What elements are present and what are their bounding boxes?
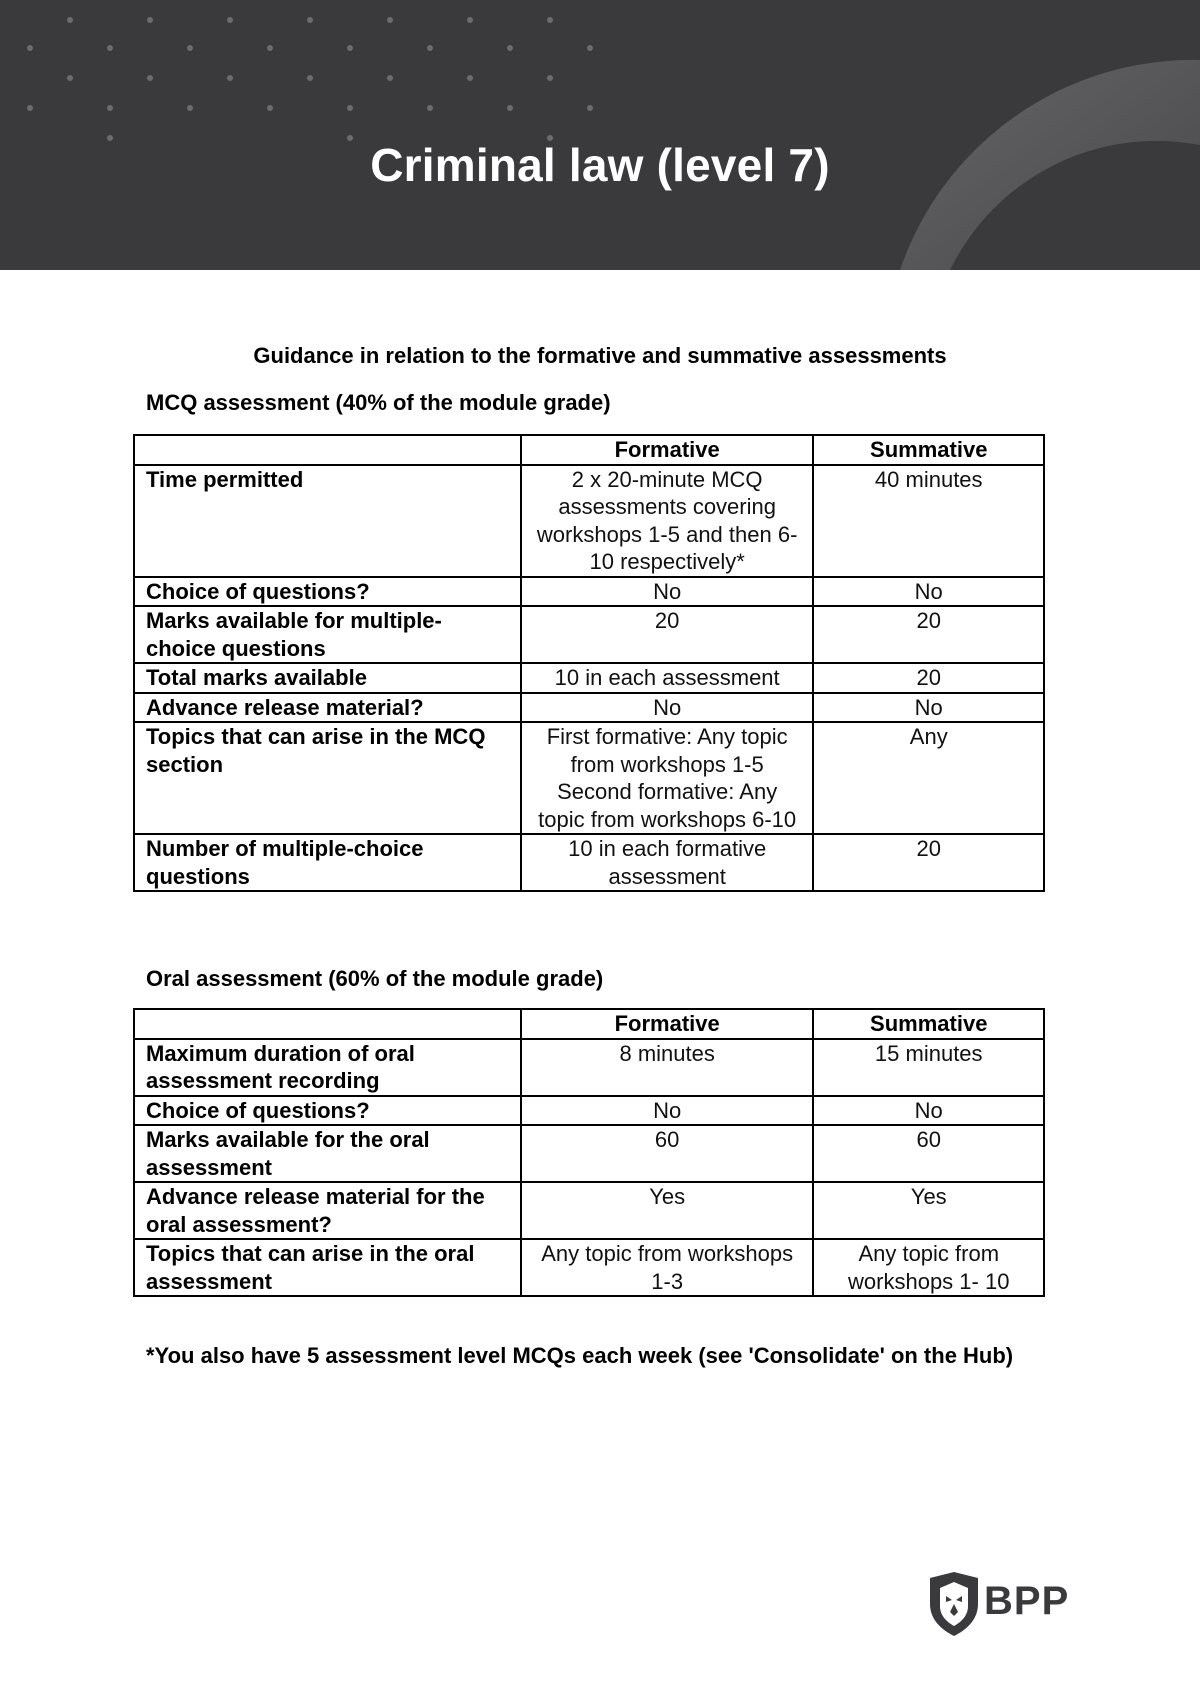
summative-cell: 40 minutes <box>813 465 1044 577</box>
header-dot <box>347 105 353 111</box>
table-row <box>134 606 1044 663</box>
header-dot <box>67 75 73 81</box>
header-dot <box>67 17 73 23</box>
table-header-row <box>134 435 1044 465</box>
summative-cell: 20 <box>813 606 1044 663</box>
header-dot <box>507 45 513 51</box>
formative-cell <box>521 465 814 577</box>
row-label: Marks available for the oral assessment <box>134 1125 521 1182</box>
mcq-assessment-table <box>133 434 1045 892</box>
row-label: Choice of questions? <box>134 577 521 607</box>
oral-section-heading: Oral assessment (60% of the module grade) <box>146 966 604 991</box>
header-dot <box>587 45 593 51</box>
table-row <box>134 1125 1044 1182</box>
row-label: Time permitted <box>134 465 521 577</box>
row-label: Advance release material for the oral assessment? <box>134 1182 521 1239</box>
header-dot <box>187 105 193 111</box>
header-dot <box>427 45 433 51</box>
summative-cell: 60 <box>813 1125 1044 1182</box>
header-dot <box>467 75 473 81</box>
formative-value: 2 x 20-minute MCQ assessments covering workshops 1-5 and then 6-10 respectively* <box>536 466 798 574</box>
formative-cell: Yes <box>521 1182 814 1239</box>
row-label: Marks available for multiple-choice questions <box>134 606 521 663</box>
logo-wordmark: BPP <box>984 1579 1070 1623</box>
formative-cell: First formative: Any topic from workshops 1-5 Second formative: Any topic from workshops 6-10 <box>521 722 814 834</box>
page-title: Criminal law (level 7) <box>370 139 830 191</box>
header-dot <box>507 105 513 111</box>
summative-cell: Any topic from workshops 1- 10 <box>813 1239 1044 1296</box>
header-dot <box>107 105 113 111</box>
header-dot <box>147 75 153 81</box>
column-header <box>134 1009 521 1039</box>
header-dot <box>467 17 473 23</box>
summative-cell: 15 minutes <box>813 1039 1044 1096</box>
summative-cell: Yes <box>813 1182 1044 1239</box>
column-header-formative: Formative <box>521 1009 814 1039</box>
header-dot <box>27 45 33 51</box>
formative-cell: 10 in each formative assessment <box>521 834 814 891</box>
row-label: Advance release material? <box>134 693 521 723</box>
table-row <box>134 1182 1044 1239</box>
header-dot <box>347 45 353 51</box>
formative-cell: 10 in each assessment <box>521 663 814 693</box>
header-dot <box>547 17 553 23</box>
formative-cell: No <box>521 577 814 607</box>
row-label: Topics that can arise in the MCQ section <box>134 722 521 834</box>
column-header-summative: Summative <box>813 1009 1044 1039</box>
table-row <box>134 1039 1044 1096</box>
row-label: Topics that can arise in the oral assessment <box>134 1239 521 1296</box>
column-header-summative: Summative <box>813 435 1044 465</box>
formative-cell: No <box>521 693 814 723</box>
guidance-subtitle: Guidance in relation to the formative and summative assessments <box>253 343 947 368</box>
table-row <box>134 465 1044 577</box>
lion-shield-icon <box>930 1572 978 1636</box>
header-dot <box>267 45 273 51</box>
table-row <box>134 834 1044 891</box>
row-label: Total marks available <box>134 663 521 693</box>
mcq-section-heading: MCQ assessment (40% of the module grade) <box>146 390 611 415</box>
header-dot <box>307 17 313 23</box>
summative-cell: No <box>813 693 1044 723</box>
header-dot <box>307 75 313 81</box>
summative-cell: 20 <box>813 663 1044 693</box>
header-dot <box>387 17 393 23</box>
formative-cell: 20 <box>521 606 814 663</box>
column-header-formative: Formative <box>521 435 814 465</box>
row-label: Number of multiple-choice questions <box>134 834 521 891</box>
header-dot <box>227 17 233 23</box>
header-dot <box>107 45 113 51</box>
row-label: Choice of questions? <box>134 1096 521 1126</box>
header-decoration <box>0 0 1200 270</box>
summative-cell: No <box>813 1096 1044 1126</box>
header-dot <box>267 105 273 111</box>
table-row <box>134 1096 1044 1126</box>
header-dot <box>547 75 553 81</box>
footnote: *You also have 5 assessment level MCQs each week (see 'Consolidate' on the Hub) <box>146 1343 1014 1368</box>
header-dot <box>227 75 233 81</box>
table-row <box>134 663 1044 693</box>
header-dot <box>387 75 393 81</box>
formative-cell: Any topic from workshops 1-3 <box>521 1239 814 1296</box>
header-dot <box>27 105 33 111</box>
summative-cell: Any <box>813 722 1044 834</box>
formative-cell: 8 minutes <box>521 1039 814 1096</box>
formative-cell: 60 <box>521 1125 814 1182</box>
table-row <box>134 693 1044 723</box>
header-dot <box>187 45 193 51</box>
table-row <box>134 577 1044 607</box>
header-dot <box>587 105 593 111</box>
table-row <box>134 1239 1044 1296</box>
summative-cell: No <box>813 577 1044 607</box>
column-header <box>134 435 521 465</box>
formative-cell: No <box>521 1096 814 1126</box>
summative-cell: 20 <box>813 834 1044 891</box>
header-dot <box>147 17 153 23</box>
table-row <box>134 722 1044 834</box>
oral-assessment-table <box>133 1008 1045 1297</box>
header-dot-pattern <box>27 17 593 141</box>
header-dot <box>427 105 433 111</box>
table-header-row <box>134 1009 1044 1039</box>
page-header-banner <box>0 0 1200 270</box>
row-label: Maximum duration of oral assessment recording <box>134 1039 521 1096</box>
